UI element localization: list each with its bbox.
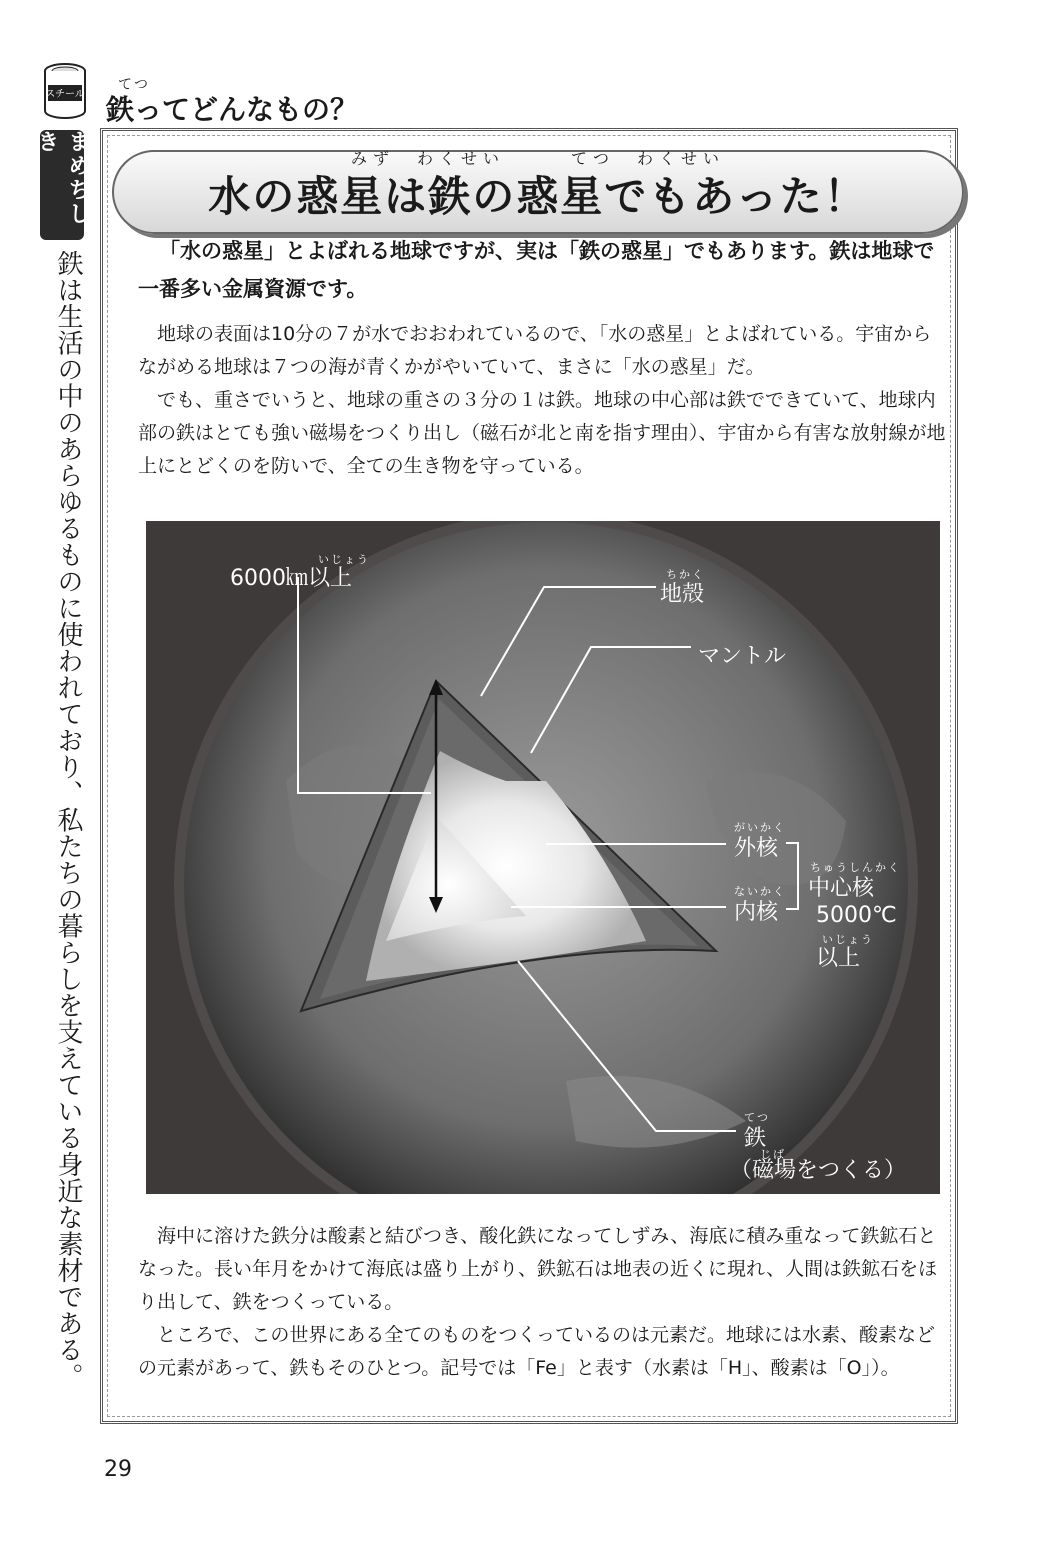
sidebar-vertical-text: 鉄は生活の中のあらゆるものに使われており、私たちの暮らしを支えている身近な素材である。 (53, 250, 83, 1390)
lead-paragraph (138, 232, 948, 308)
body-section-2 (138, 1220, 948, 1385)
header-ruby: てつ (118, 77, 150, 93)
banner-title: 水の惑星は鉄の惑星でもあった！ (208, 172, 868, 221)
depth-label: 6000㎞以上 (230, 566, 352, 591)
inner-core-label: 内核 (734, 900, 779, 925)
iron-note-ruby: じば (760, 1148, 786, 1161)
sidebar-tab-mamechishiki: まめちしき (40, 130, 84, 240)
body-paragraph: 地球の表面は10分の７が水でおおわれているので、「水の惑星」とよばれている。宇宙からながめる地球は７つの海が青くかがやいていて、まさに「水の惑星」だ。 (138, 323, 932, 378)
temperature-label: 5000℃ (816, 903, 897, 928)
iron-label: 鉄 (744, 1126, 767, 1151)
earth-structure-diagram (146, 521, 940, 1194)
core-label: 中心核 (808, 876, 875, 901)
body-paragraph: 海中に溶けた鉄分は酸素と結びつき、酸化鉄になってしずみ、海底に積み重なって鉄鉱石となった。長い年月をかけて海底は盛り上がり、鉄鉱石は地表の近くに現れ、人間は鉄鉱石をほり出して、鉄をつくっている。 (138, 1225, 938, 1313)
lead-text: 「水の惑星」とよばれる地球ですが、実は「鉄の惑星」でもあります。鉄は地球で一番多い金属資源です。 (138, 239, 935, 301)
iron-note: （磁場をつくる） (730, 1158, 907, 1183)
body-section-1 (138, 318, 948, 483)
temperature-ruby: いじょう (822, 933, 874, 946)
depth-label-ruby: いじょう (318, 553, 370, 566)
outer-core-ruby: がいかく (734, 821, 786, 834)
outer-core-label: 外核 (734, 836, 779, 861)
banner-ruby: みず わくせい てつ わくせい (350, 149, 725, 168)
svg-text:スチール: スチール (45, 89, 85, 100)
page-header-title: 鉄ってどんなもの？ (106, 93, 359, 126)
page-number: 29 (104, 1457, 132, 1482)
crust-label: 地殻 (660, 582, 705, 607)
earth-cutaway-illustration (146, 521, 940, 1194)
steel-can-icon (42, 63, 88, 121)
temperature-suffix: 以上 (816, 946, 861, 971)
core-label-ruby: ちゅうしんかく (810, 861, 901, 874)
mantle-label: マントル (698, 644, 787, 669)
crust-label-ruby: ちかく (666, 568, 705, 581)
body-paragraph: でも、重さでいうと、地球の重さの３分の１は鉄。地球の中心部は鉄でできていて、地球内部の鉄はとても強い磁場をつくり出し（磁石が北と南を指す理由）、宇宙から有害な放射線が地上にとどくのを防いで、全ての生き物を守っている。 (138, 389, 946, 477)
iron-label-ruby: てつ (744, 1111, 770, 1124)
body-paragraph: ところで、この世界にある全てのものをつくっているのは元素だ。地球には水素、酸素などの元素があって、鉄もそのひとつ。記号では「Fe」と表す（水素は「H」、酸素は「O」）。 (138, 1324, 936, 1379)
inner-core-ruby: ないかく (734, 885, 786, 898)
